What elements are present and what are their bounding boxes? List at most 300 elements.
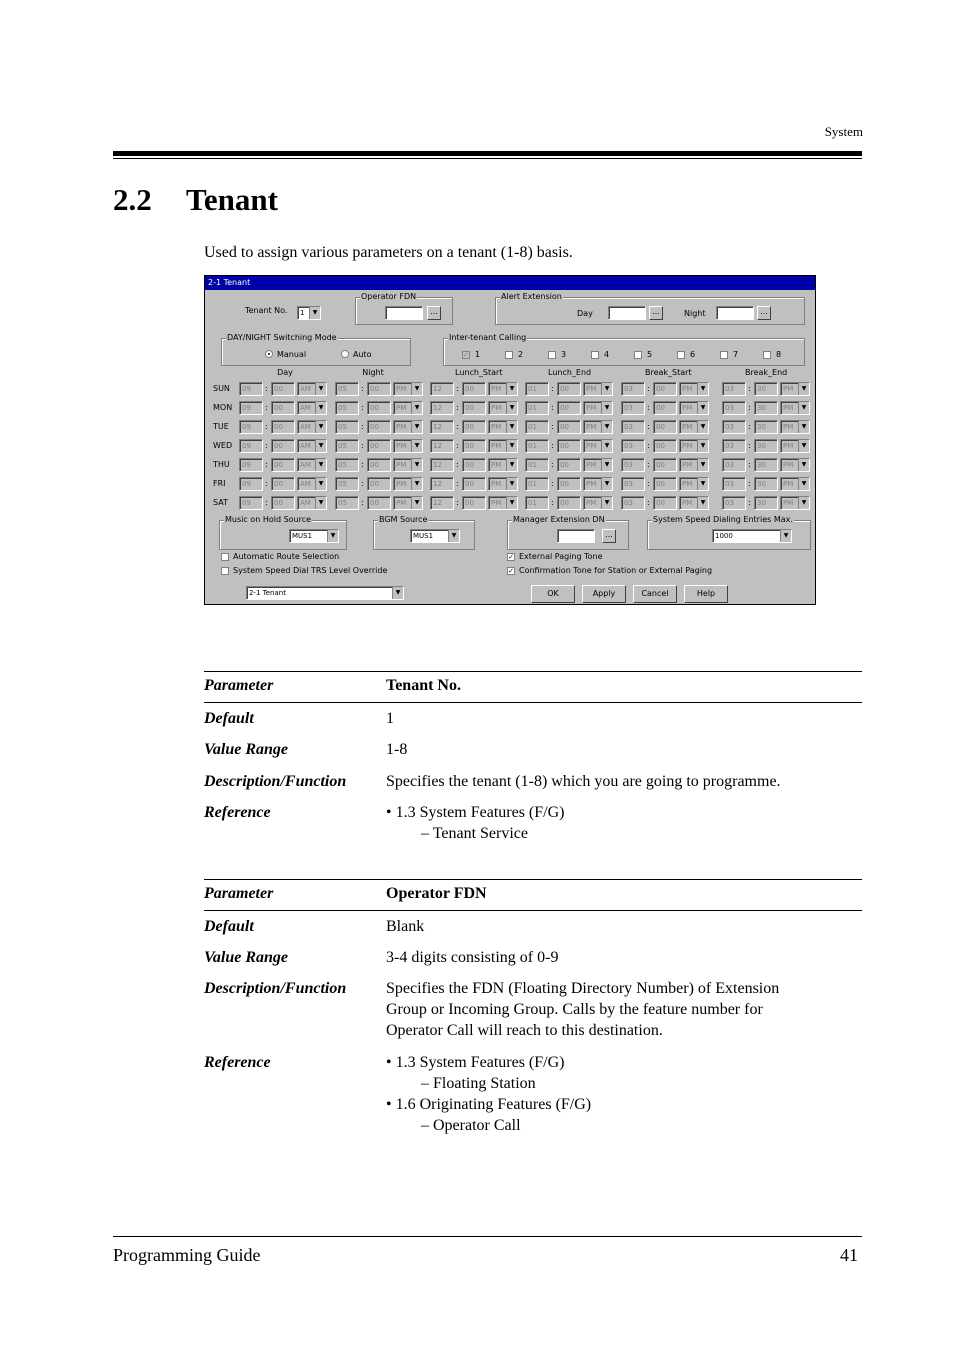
time-value: 00 xyxy=(656,461,665,469)
intertenant-checkbox-1[interactable]: ✓ xyxy=(463,351,469,359)
chevron-down-icon[interactable]: ▼ xyxy=(601,421,612,433)
time-value: PM xyxy=(491,404,502,412)
time-field-h[interactable] xyxy=(430,401,454,415)
time-field-h[interactable] xyxy=(335,477,359,491)
time-value: PM xyxy=(396,423,407,431)
time-value: 30 xyxy=(757,385,766,393)
chevron-down-icon[interactable]: ▼ xyxy=(315,497,326,509)
time-field-h[interactable] xyxy=(335,439,359,453)
chevron-down-icon[interactable]: ▼ xyxy=(506,402,517,414)
time-value: 30 xyxy=(757,423,766,431)
time-field-p[interactable] xyxy=(780,458,810,472)
dialog-title: 2-1 Tenant xyxy=(205,276,815,290)
day-label: FRI xyxy=(213,479,226,488)
intertenant-checkbox-8[interactable] xyxy=(763,351,771,359)
time-field-m[interactable] xyxy=(367,439,391,453)
time-field-p[interactable] xyxy=(297,401,327,415)
chevron-down-icon[interactable]: ▼ xyxy=(780,530,791,542)
time-field-p[interactable] xyxy=(393,439,423,453)
time-field-h[interactable] xyxy=(239,420,263,434)
chevron-down-icon[interactable]: ▼ xyxy=(798,459,809,471)
default-value: Blank xyxy=(386,918,425,935)
daynight-mode-label: DAY/NIGHT Switching Mode xyxy=(227,333,337,342)
time-field-h[interactable] xyxy=(430,477,454,491)
time-field-m[interactable] xyxy=(557,420,581,434)
chevron-down-icon[interactable]: ▼ xyxy=(411,478,422,490)
time-field-m[interactable] xyxy=(653,458,677,472)
time-field-h[interactable] xyxy=(525,439,549,453)
time-colon: : xyxy=(748,384,751,393)
time-colon: : xyxy=(551,422,554,431)
table-rule xyxy=(204,879,862,880)
time-value: PM xyxy=(682,461,693,469)
time-field-m[interactable] xyxy=(557,458,581,472)
time-field-m[interactable] xyxy=(754,382,778,396)
cancel-button[interactable]: Cancel xyxy=(633,585,677,603)
time-field-h[interactable] xyxy=(430,458,454,472)
intertenant-label-5: 5 xyxy=(647,350,653,359)
chevron-down-icon[interactable]: ▼ xyxy=(798,440,809,452)
confirm-tone-checkbox[interactable]: ✓ xyxy=(508,567,514,575)
time-field-p[interactable] xyxy=(297,496,327,510)
time-field-p[interactable] xyxy=(393,496,423,510)
chevron-down-icon[interactable]: ▼ xyxy=(601,459,612,471)
time-field-h[interactable] xyxy=(335,458,359,472)
time-field-p[interactable] xyxy=(679,439,709,453)
chevron-down-icon[interactable]: ▼ xyxy=(798,478,809,490)
chevron-down-icon[interactable]: ▼ xyxy=(798,421,809,433)
time-field-m[interactable] xyxy=(271,382,295,396)
time-value: AM xyxy=(300,442,311,450)
time-colon: : xyxy=(456,460,459,469)
moh-select[interactable] xyxy=(289,529,339,543)
chevron-down-icon[interactable]: ▼ xyxy=(392,587,403,599)
tenant-no-select[interactable] xyxy=(297,306,321,320)
time-field-m[interactable] xyxy=(462,401,486,415)
time-field-h[interactable] xyxy=(239,439,263,453)
chevron-down-icon[interactable]: ▼ xyxy=(798,497,809,509)
time-field-m[interactable] xyxy=(557,401,581,415)
chevron-down-icon[interactable]: ▼ xyxy=(798,402,809,414)
time-field-h[interactable] xyxy=(722,439,746,453)
time-field-m[interactable] xyxy=(462,420,486,434)
chevron-down-icon[interactable]: ▼ xyxy=(506,459,517,471)
time-field-h[interactable] xyxy=(239,477,263,491)
chevron-down-icon[interactable]: ▼ xyxy=(697,459,708,471)
time-field-m[interactable] xyxy=(754,458,778,472)
time-field-p[interactable] xyxy=(297,382,327,396)
time-field-p[interactable] xyxy=(679,401,709,415)
chevron-down-icon[interactable]: ▼ xyxy=(697,478,708,490)
chevron-down-icon[interactable]: ▼ xyxy=(601,478,612,490)
time-field-p[interactable] xyxy=(583,382,613,396)
time-field-m[interactable] xyxy=(557,382,581,396)
time-field-m[interactable] xyxy=(367,496,391,510)
screen-nav-select[interactable] xyxy=(246,586,404,600)
time-value: PM xyxy=(491,499,502,507)
time-field-h[interactable] xyxy=(621,439,645,453)
time-value: 00 xyxy=(274,480,283,488)
header-rule xyxy=(113,151,862,156)
time-field-m[interactable] xyxy=(653,420,677,434)
time-field-p[interactable] xyxy=(393,420,423,434)
time-value: AM xyxy=(300,461,311,469)
time-field-m[interactable] xyxy=(754,477,778,491)
time-field-h[interactable] xyxy=(335,496,359,510)
time-field-h[interactable] xyxy=(335,401,359,415)
intertenant-label: Inter-tenant Calling xyxy=(449,333,527,342)
time-field-m[interactable] xyxy=(462,439,486,453)
intertenant-label-7: 7 xyxy=(733,350,739,359)
time-field-p[interactable] xyxy=(488,439,518,453)
time-colon: : xyxy=(456,384,459,393)
time-field-p[interactable] xyxy=(393,401,423,415)
time-value: 00 xyxy=(656,385,665,393)
time-value: 00 xyxy=(560,480,569,488)
time-field-m[interactable] xyxy=(653,477,677,491)
time-value: 03 xyxy=(725,423,734,431)
chevron-down-icon[interactable]: ▼ xyxy=(601,497,612,509)
time-field-p[interactable] xyxy=(583,401,613,415)
chevron-down-icon[interactable]: ▼ xyxy=(506,497,517,509)
time-value: PM xyxy=(396,404,407,412)
time-field-h[interactable] xyxy=(239,458,263,472)
column-header: Night xyxy=(362,368,384,377)
time-value: 00 xyxy=(656,442,665,450)
time-field-p[interactable] xyxy=(583,496,613,510)
chevron-down-icon[interactable]: ▼ xyxy=(506,440,517,452)
column-header: Lunch_Start xyxy=(455,368,503,377)
time-field-m[interactable] xyxy=(367,477,391,491)
time-value: PM xyxy=(586,499,597,507)
time-field-p[interactable] xyxy=(488,420,518,434)
chevron-down-icon[interactable]: ▼ xyxy=(601,402,612,414)
chevron-down-icon[interactable]: ▼ xyxy=(327,530,338,542)
chevron-down-icon[interactable]: ▼ xyxy=(506,478,517,490)
chevron-down-icon[interactable]: ▼ xyxy=(315,402,326,414)
time-field-p[interactable] xyxy=(780,420,810,434)
chevron-down-icon[interactable]: ▼ xyxy=(411,497,422,509)
time-field-h[interactable] xyxy=(525,382,549,396)
time-field-p[interactable] xyxy=(679,477,709,491)
time-field-h[interactable] xyxy=(722,401,746,415)
time-field-p[interactable] xyxy=(488,401,518,415)
ref-item: • 1.3 System Features (F/G) xyxy=(386,804,565,821)
time-field-m[interactable] xyxy=(653,382,677,396)
footer-title: Programming Guide xyxy=(113,1245,261,1265)
chevron-down-icon[interactable]: ▼ xyxy=(601,383,612,395)
time-value: AM xyxy=(300,385,311,393)
intertenant-checkbox-5[interactable] xyxy=(634,351,642,359)
manager-ext-label: Manager Extension DN xyxy=(513,515,605,524)
time-value: 12 xyxy=(433,499,442,507)
time-field-m[interactable] xyxy=(557,439,581,453)
time-field-p[interactable] xyxy=(679,496,709,510)
time-value: 00 xyxy=(274,404,283,412)
time-value: 00 xyxy=(560,423,569,431)
time-value: 00 xyxy=(465,423,474,431)
time-field-p[interactable] xyxy=(297,420,327,434)
time-field-p[interactable] xyxy=(679,420,709,434)
chevron-down-icon[interactable]: ▼ xyxy=(411,383,422,395)
time-value: AM xyxy=(300,480,311,488)
chevron-down-icon[interactable]: ▼ xyxy=(411,402,422,414)
time-field-p[interactable] xyxy=(583,458,613,472)
time-value: AM xyxy=(300,499,311,507)
time-field-p[interactable] xyxy=(780,439,810,453)
time-field-m[interactable] xyxy=(271,401,295,415)
time-field-h[interactable] xyxy=(239,382,263,396)
alert-night-input[interactable] xyxy=(716,306,754,320)
time-value: 03 xyxy=(624,423,633,431)
time-field-h[interactable] xyxy=(335,420,359,434)
time-colon: : xyxy=(361,441,364,450)
default-value: 1 xyxy=(386,710,394,727)
time-value: 00 xyxy=(560,499,569,507)
trs-override-checkbox[interactable] xyxy=(221,567,229,575)
chevron-down-icon[interactable]: ▼ xyxy=(411,459,422,471)
intertenant-checkbox-7[interactable] xyxy=(720,351,728,359)
time-value: PM xyxy=(682,385,693,393)
chevron-down-icon[interactable]: ▼ xyxy=(411,440,422,452)
time-value: 00 xyxy=(370,499,379,507)
time-field-p[interactable] xyxy=(297,439,327,453)
time-value: 12 xyxy=(433,385,442,393)
time-value: PM xyxy=(783,461,794,469)
time-field-h[interactable] xyxy=(430,420,454,434)
speed-dial-select[interactable] xyxy=(712,529,792,543)
time-value: PM xyxy=(783,480,794,488)
ok-button[interactable]: OK xyxy=(531,585,575,603)
time-field-h[interactable] xyxy=(621,420,645,434)
chevron-down-icon[interactable]: ▼ xyxy=(411,421,422,433)
running-header: System xyxy=(824,124,863,139)
time-field-p[interactable] xyxy=(780,401,810,415)
time-field-p[interactable] xyxy=(583,477,613,491)
time-field-m[interactable] xyxy=(462,477,486,491)
time-value: PM xyxy=(396,461,407,469)
time-field-p[interactable] xyxy=(583,420,613,434)
time-field-m[interactable] xyxy=(653,496,677,510)
alert-night-browse-button[interactable]: ... xyxy=(757,306,771,320)
intertenant-checkbox-3[interactable] xyxy=(548,351,556,359)
time-value: PM xyxy=(783,499,794,507)
auto-route-checkbox[interactable] xyxy=(221,553,229,561)
time-field-p[interactable] xyxy=(393,382,423,396)
chevron-down-icon[interactable]: ▼ xyxy=(697,421,708,433)
time-field-p[interactable] xyxy=(780,496,810,510)
time-colon: : xyxy=(456,479,459,488)
bgm-select[interactable] xyxy=(410,529,460,543)
time-field-h[interactable] xyxy=(525,458,549,472)
time-field-h[interactable] xyxy=(430,382,454,396)
time-field-h[interactable] xyxy=(621,496,645,510)
manager-ext-input[interactable] xyxy=(557,529,595,543)
time-field-m[interactable] xyxy=(754,496,778,510)
time-field-h[interactable] xyxy=(335,382,359,396)
chevron-down-icon[interactable]: ▼ xyxy=(309,307,320,319)
help-button[interactable]: Help xyxy=(684,585,728,603)
time-field-m[interactable] xyxy=(754,401,778,415)
time-field-h[interactable] xyxy=(621,382,645,396)
column-header: Break_Start xyxy=(645,368,692,377)
time-field-m[interactable] xyxy=(271,458,295,472)
intertenant-group xyxy=(443,333,805,366)
time-value: 00 xyxy=(656,404,665,412)
time-field-h[interactable] xyxy=(525,401,549,415)
time-field-m[interactable] xyxy=(271,439,295,453)
time-value: 00 xyxy=(274,461,283,469)
time-colon: : xyxy=(361,422,364,431)
operator-fdn-input[interactable] xyxy=(385,306,423,320)
time-field-p[interactable] xyxy=(488,458,518,472)
time-value: 03 xyxy=(725,499,734,507)
time-field-p[interactable] xyxy=(393,458,423,472)
time-field-p[interactable] xyxy=(488,382,518,396)
intertenant-checkbox-2[interactable] xyxy=(505,351,513,359)
chevron-down-icon[interactable]: ▼ xyxy=(697,440,708,452)
time-field-m[interactable] xyxy=(271,496,295,510)
time-field-m[interactable] xyxy=(754,420,778,434)
time-field-m[interactable] xyxy=(653,439,677,453)
time-field-h[interactable] xyxy=(722,420,746,434)
time-field-m[interactable] xyxy=(367,458,391,472)
chevron-down-icon[interactable]: ▼ xyxy=(798,383,809,395)
chevron-down-icon[interactable]: ▼ xyxy=(601,440,612,452)
operator-fdn-browse-button[interactable]: ... xyxy=(427,306,441,320)
day-label: THU xyxy=(213,460,230,469)
auto-label: Auto xyxy=(353,350,372,359)
time-value: 12 xyxy=(433,480,442,488)
intertenant-checkbox-4[interactable] xyxy=(591,351,599,359)
alert-day-browse-button[interactable]: ... xyxy=(649,306,663,320)
time-field-h[interactable] xyxy=(621,401,645,415)
chevron-down-icon[interactable]: ▼ xyxy=(315,478,326,490)
time-field-m[interactable] xyxy=(271,477,295,491)
chevron-down-icon[interactable]: ▼ xyxy=(315,440,326,452)
time-value: PM xyxy=(491,442,502,450)
section-number: 2.2 xyxy=(113,182,152,217)
time-field-p[interactable] xyxy=(297,477,327,491)
time-field-h[interactable] xyxy=(722,477,746,491)
auto-route-label: Automatic Route Selection xyxy=(233,552,340,561)
apply-button[interactable]: Apply xyxy=(582,585,626,603)
chevron-down-icon[interactable]: ▼ xyxy=(315,459,326,471)
time-field-m[interactable] xyxy=(462,458,486,472)
alert-night-label: Night xyxy=(684,309,706,318)
time-colon: : xyxy=(647,460,650,469)
time-field-h[interactable] xyxy=(525,420,549,434)
time-value: PM xyxy=(491,423,502,431)
time-field-p[interactable] xyxy=(488,496,518,510)
time-field-m[interactable] xyxy=(462,382,486,396)
chevron-down-icon[interactable]: ▼ xyxy=(697,497,708,509)
ref-item: • 1.6 Originating Features (F/G) xyxy=(386,1096,592,1113)
time-colon: : xyxy=(265,384,268,393)
time-field-h[interactable] xyxy=(430,439,454,453)
intertenant-checkbox-6[interactable] xyxy=(677,351,685,359)
time-value: 00 xyxy=(274,442,283,450)
time-value: PM xyxy=(586,442,597,450)
time-field-p[interactable] xyxy=(679,382,709,396)
time-field-h[interactable] xyxy=(621,477,645,491)
time-colon: : xyxy=(647,441,650,450)
time-field-m[interactable] xyxy=(557,496,581,510)
time-colon: : xyxy=(265,441,268,450)
time-field-m[interactable] xyxy=(462,496,486,510)
time-field-h[interactable] xyxy=(525,496,549,510)
time-field-p[interactable] xyxy=(297,458,327,472)
time-field-p[interactable] xyxy=(583,439,613,453)
manual-radio[interactable] xyxy=(265,350,273,358)
time-field-h[interactable] xyxy=(430,496,454,510)
time-value: 00 xyxy=(465,480,474,488)
time-field-h[interactable] xyxy=(722,458,746,472)
time-field-m[interactable] xyxy=(754,439,778,453)
time-value: 03 xyxy=(725,442,734,450)
chevron-down-icon[interactable]: ▼ xyxy=(506,421,517,433)
time-field-m[interactable] xyxy=(653,401,677,415)
time-colon: : xyxy=(647,479,650,488)
time-field-p[interactable] xyxy=(679,458,709,472)
time-field-h[interactable] xyxy=(525,477,549,491)
chevron-down-icon[interactable]: ▼ xyxy=(448,530,459,542)
time-value: 01 xyxy=(528,480,537,488)
time-colon: : xyxy=(748,403,751,412)
time-field-p[interactable] xyxy=(393,477,423,491)
time-field-m[interactable] xyxy=(367,420,391,434)
time-field-h[interactable] xyxy=(239,401,263,415)
time-colon: : xyxy=(456,441,459,450)
time-value: 03 xyxy=(725,385,734,393)
manager-ext-browse-button[interactable]: ... xyxy=(602,529,616,543)
time-value: 30 xyxy=(757,442,766,450)
time-field-h[interactable] xyxy=(722,382,746,396)
section-title-text: Tenant xyxy=(186,182,278,217)
time-field-m[interactable] xyxy=(271,420,295,434)
time-field-m[interactable] xyxy=(367,401,391,415)
time-field-p[interactable] xyxy=(488,477,518,491)
ext-paging-checkbox[interactable]: ✓ xyxy=(508,553,514,561)
time-field-h[interactable] xyxy=(621,458,645,472)
time-field-m[interactable] xyxy=(367,382,391,396)
time-colon: : xyxy=(361,498,364,507)
chevron-down-icon[interactable]: ▼ xyxy=(315,421,326,433)
time-value: AM xyxy=(300,404,311,412)
time-value: 09 xyxy=(242,404,251,412)
range-label: Value Range xyxy=(204,741,289,758)
time-field-p[interactable] xyxy=(780,382,810,396)
chevron-down-icon[interactable]: ▼ xyxy=(697,402,708,414)
auto-radio[interactable] xyxy=(341,350,349,358)
time-colon: : xyxy=(456,403,459,412)
chevron-down-icon[interactable]: ▼ xyxy=(697,383,708,395)
default-label: Default xyxy=(204,918,254,935)
time-field-h[interactable] xyxy=(239,496,263,510)
time-field-h[interactable] xyxy=(722,496,746,510)
time-field-m[interactable] xyxy=(557,477,581,491)
time-value: PM xyxy=(586,480,597,488)
ref-subitem: – Tenant Service xyxy=(421,825,528,842)
alert-day-input[interactable] xyxy=(608,306,646,320)
time-field-p[interactable] xyxy=(780,477,810,491)
time-value: 00 xyxy=(465,385,474,393)
chevron-down-icon[interactable]: ▼ xyxy=(506,383,517,395)
chevron-down-icon[interactable]: ▼ xyxy=(315,383,326,395)
table-rule xyxy=(204,910,862,911)
time-value: PM xyxy=(682,442,693,450)
time-value: 00 xyxy=(560,442,569,450)
